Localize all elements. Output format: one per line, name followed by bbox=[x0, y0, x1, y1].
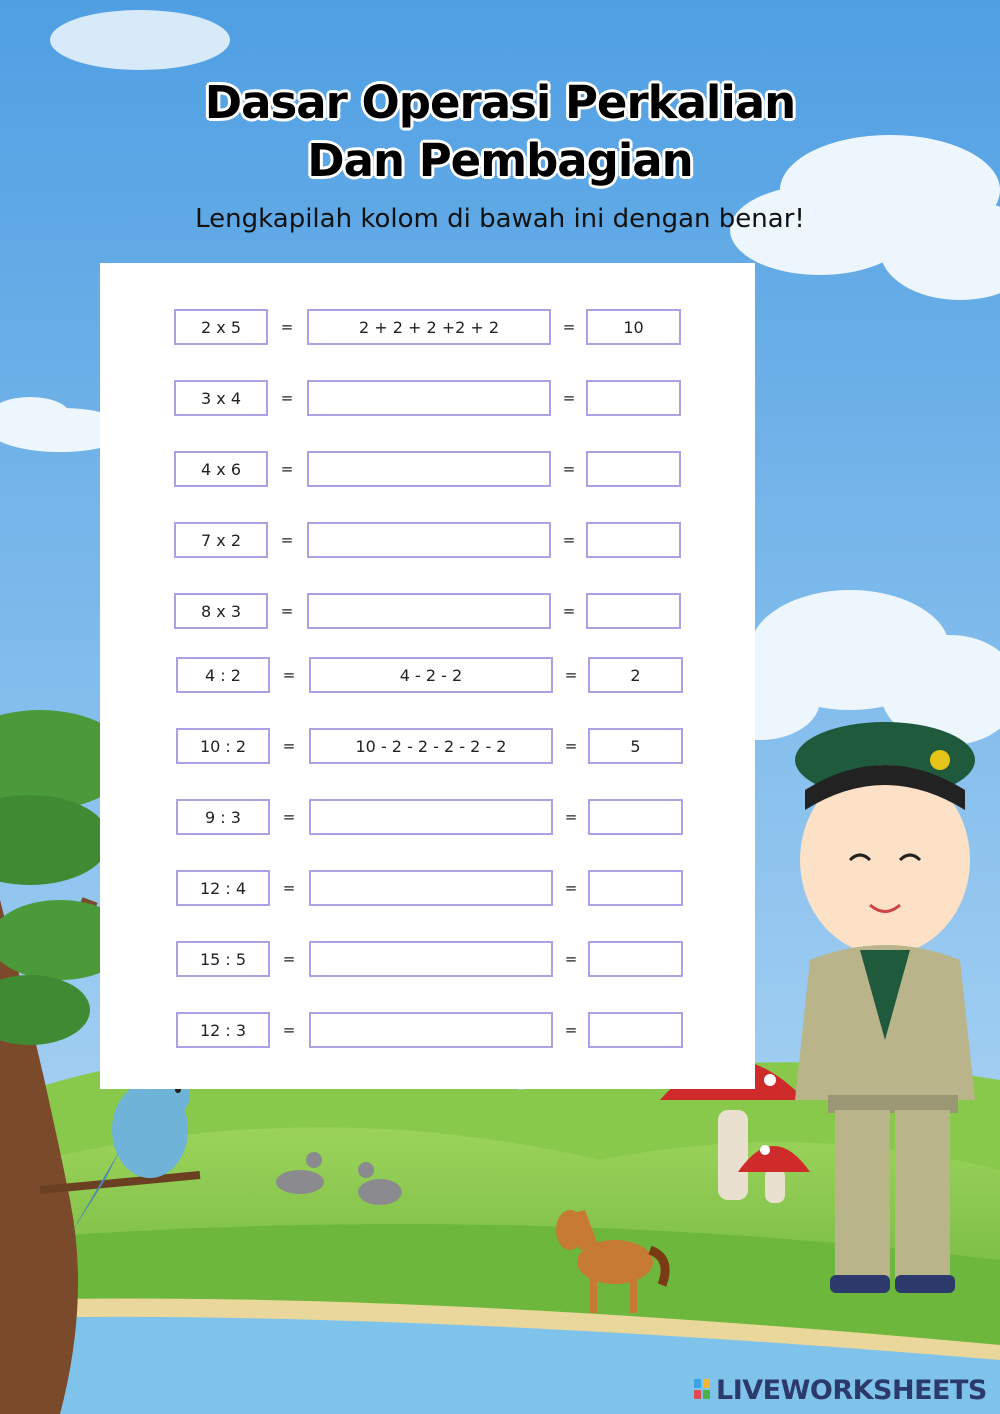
equals-sign: = bbox=[564, 950, 578, 968]
equals-sign: = bbox=[282, 879, 296, 897]
result-answer-field[interactable]: 5 bbox=[588, 728, 683, 764]
steps-answer-field[interactable] bbox=[309, 941, 553, 977]
equals-sign: = bbox=[280, 460, 294, 478]
equals-sign: = bbox=[280, 318, 294, 336]
liveworksheets-logo bbox=[694, 1375, 987, 1405]
steps-answer-field[interactable] bbox=[307, 380, 551, 416]
question-box: 12 : 3 bbox=[176, 1012, 270, 1048]
equals-sign: = bbox=[562, 389, 576, 407]
steps-answer-field[interactable] bbox=[307, 522, 551, 558]
result-answer-field[interactable] bbox=[586, 451, 681, 487]
equals-sign: = bbox=[564, 879, 578, 897]
steps-answer-field[interactable] bbox=[309, 1012, 553, 1048]
equals-sign: = bbox=[282, 1021, 296, 1039]
equals-sign: = bbox=[562, 602, 576, 620]
steps-answer-field[interactable] bbox=[307, 593, 551, 629]
equals-sign: = bbox=[282, 808, 296, 826]
result-answer-field[interactable] bbox=[588, 1012, 683, 1048]
result-answer-field[interactable]: 2 bbox=[588, 657, 683, 693]
brand-name: LIVEWORKSHEETS bbox=[716, 1374, 987, 1406]
equals-sign: = bbox=[564, 808, 578, 826]
equals-sign: = bbox=[562, 318, 576, 336]
steps-answer-field[interactable]: 2 + 2 + 2 +2 + 2 bbox=[307, 309, 551, 345]
question-box: 10 : 2 bbox=[176, 728, 270, 764]
steps-answer-field[interactable] bbox=[309, 799, 553, 835]
result-answer-field[interactable] bbox=[586, 593, 681, 629]
equals-sign: = bbox=[562, 460, 576, 478]
question-box: 2 x 5 bbox=[174, 309, 268, 345]
steps-answer-field[interactable] bbox=[307, 451, 551, 487]
steps-answer-field[interactable]: 4 - 2 - 2 bbox=[309, 657, 553, 693]
equals-sign: = bbox=[282, 737, 296, 755]
result-answer-field[interactable] bbox=[588, 799, 683, 835]
question-box: 15 : 5 bbox=[176, 941, 270, 977]
equals-sign: = bbox=[562, 531, 576, 549]
question-box: 4 x 6 bbox=[174, 451, 268, 487]
equals-sign: = bbox=[564, 737, 578, 755]
page-title-line1: Dasar Operasi Perkalian bbox=[204, 76, 796, 129]
steps-answer-field[interactable] bbox=[309, 870, 553, 906]
steps-answer-field[interactable]: 10 - 2 - 2 - 2 - 2 - 2 bbox=[309, 728, 553, 764]
result-answer-field[interactable] bbox=[588, 941, 683, 977]
liveworksheets-icon bbox=[694, 1379, 712, 1401]
result-answer-field[interactable]: 10 bbox=[586, 309, 681, 345]
equals-sign: = bbox=[282, 666, 296, 684]
question-box: 8 x 3 bbox=[174, 593, 268, 629]
result-answer-field[interactable] bbox=[588, 870, 683, 906]
instruction-text: Lengkapilah kolom di bawah ini dengan benar! bbox=[195, 204, 805, 234]
question-box: 12 : 4 bbox=[176, 870, 270, 906]
equals-sign: = bbox=[564, 1021, 578, 1039]
question-box: 4 : 2 bbox=[176, 657, 270, 693]
result-answer-field[interactable] bbox=[586, 522, 681, 558]
question-box: 7 x 2 bbox=[174, 522, 268, 558]
equals-sign: = bbox=[280, 389, 294, 407]
equals-sign: = bbox=[564, 666, 578, 684]
equals-sign: = bbox=[280, 602, 294, 620]
page-title-line2: Dan Pembagian bbox=[307, 134, 693, 187]
equals-sign: = bbox=[282, 950, 296, 968]
result-answer-field[interactable] bbox=[586, 380, 681, 416]
equals-sign: = bbox=[280, 531, 294, 549]
question-box: 9 : 3 bbox=[176, 799, 270, 835]
question-box: 3 x 4 bbox=[174, 380, 268, 416]
